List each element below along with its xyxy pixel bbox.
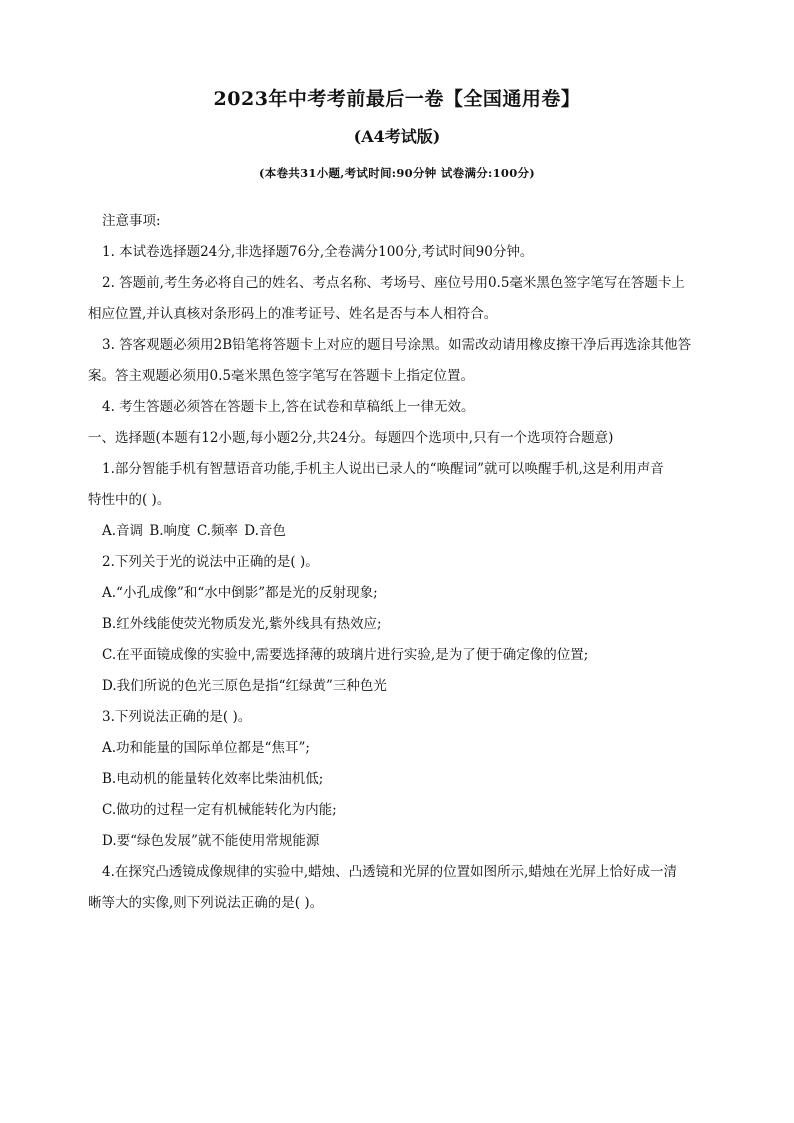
question-3-option-c: C.做功的过程一定有机械能转化为内能;	[102, 802, 337, 818]
question-4-stem-continuation: 晰等大的实像,则下列说法正确的是( )。	[88, 895, 324, 911]
note-item: 2. 答题前,考生务必将自己的姓名、考点名称、考场号、座位号用0.5毫米黑色签字笔写在答题卡上	[102, 275, 685, 291]
note-item-continuation: 相应位置,并认真核对条形码上的准考证号、姓名是否与本人相符合。	[88, 306, 498, 322]
question-2-option-b: B.红外线能使荧光物质发光,紫外线具有热效应;	[102, 616, 382, 632]
exam-subtitle: (A4考试版)	[353, 127, 441, 146]
exam-content	[88, 206, 722, 919]
note-item-continuation: 案。答主观题必须用0.5毫米黑色签字笔写在答题卡上指定位置。	[88, 368, 474, 384]
question-1-stem-continuation: 特性中的( )。	[88, 492, 171, 508]
question-2-option-d: D.我们所说的色光三原色是指“红绿黄”三种色光	[102, 678, 387, 694]
exam-title: 2023年中考考前最后一卷【全国通用卷】	[213, 88, 581, 110]
exam-info: (本卷共31小题,考试时间:90分钟 试卷满分:100分)	[258, 166, 536, 180]
question-3-option-b: B.电动机的能量转化效率比柴油机低;	[102, 771, 324, 787]
question-1-options: A.音调 B.响度 C.频率 D.音色	[102, 523, 286, 539]
note-item: 4. 考生答题必须答在答题卡上,答在试卷和草稿纸上一律无效。	[102, 399, 475, 415]
question-3-option-a: A.功和能量的国际单位都是“焦耳”;	[102, 740, 310, 756]
note-item: 3. 答客观题必须用2B铅笔将答题卡上对应的题目号涂黑。如需改动请用橡皮擦干净后再选涂其他答	[102, 337, 692, 353]
question-2-stem: 2.下列关于光的说法中正确的是( )。	[102, 554, 319, 570]
notes-heading: 注意事项:	[102, 213, 161, 229]
question-4-stem: 4.在探究凸透镜成像规律的实验中,蜡烛、凸透镜和光屏的位置如图所示,蜡烛在光屏上恰好成一清	[102, 864, 677, 880]
question-1-stem: 1.部分智能手机有智慧语音功能,手机主人说出已录人的“唤醒词”就可以唤醒手机,这是利用声音	[102, 461, 664, 477]
question-3-stem: 3.下列说法正确的是( )。	[102, 709, 252, 725]
question-3-option-d: D.要“绿色发展”就不能使用常规能源	[102, 833, 320, 849]
question-2-option-c: C.在平面镜成像的实验中,需要选择薄的玻璃片进行实验,是为了便于确定像的位置;	[102, 647, 589, 663]
note-item: 1. 本试卷选择题24分,非选择题76分,全卷满分100分,考试时间90分钟。	[102, 244, 534, 260]
question-2-option-a: A.“小孔成像”和“水中倒影”都是光的反射现象;	[102, 585, 378, 601]
section-heading: 一、选择题(本题有12小题,每小题2分,共24分。每题四个选项中,只有一个选项符合题意)	[88, 430, 614, 446]
